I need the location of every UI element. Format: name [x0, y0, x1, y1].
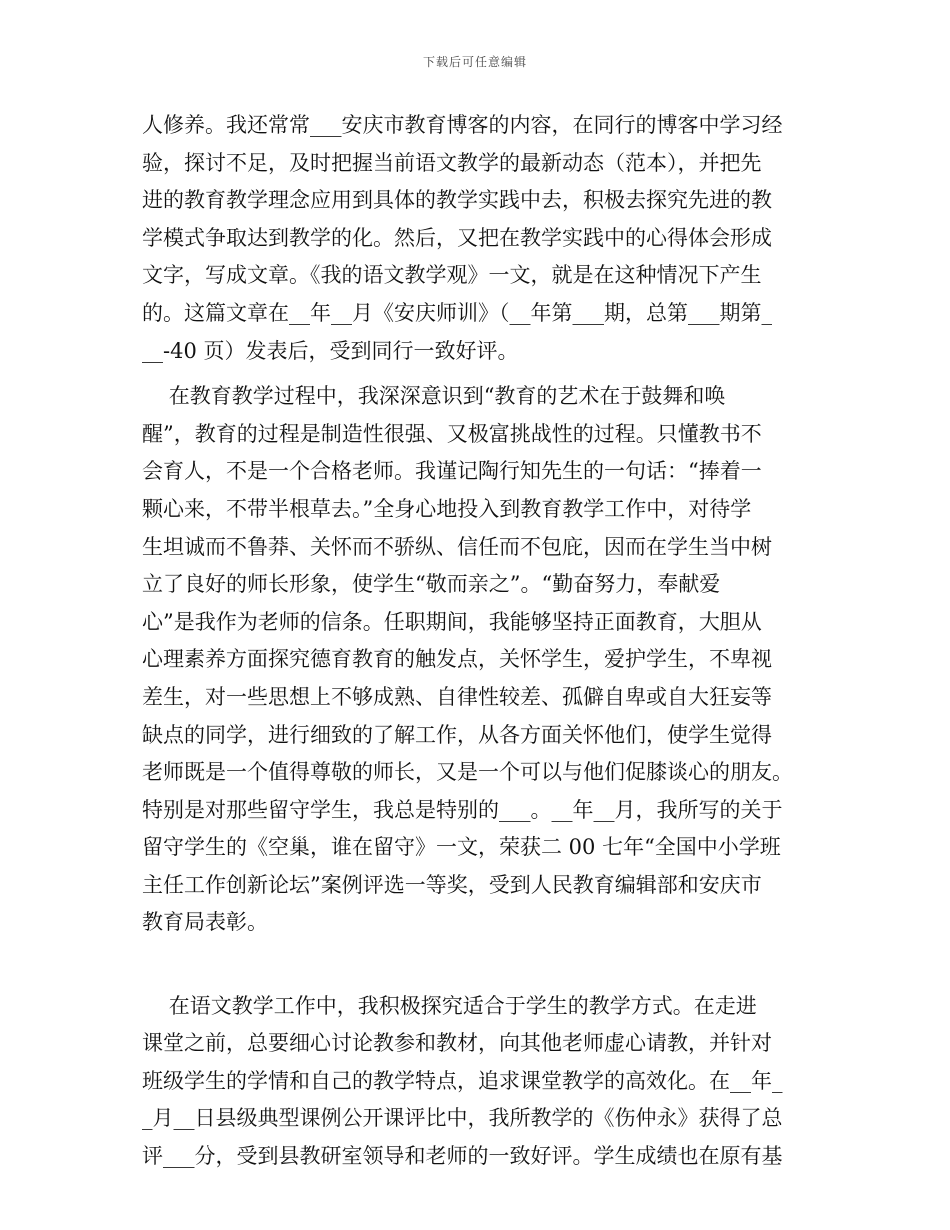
text-line: 会育人，不是一个合格老师。我谨记陶行知先生的一句话：“捧着一 [142, 459, 762, 484]
text-line: 学模式争取达到教学的化。然后，又把在教学实践中的心得体会形成 [142, 225, 772, 250]
text-line: __-40 页）发表后，受到同行一致好评。 [142, 338, 519, 363]
paragraph-1 [142, 107, 810, 370]
text-line: 颗心来，不带半根草去。”全身心地投入到教育教学工作中，对待学 [142, 496, 752, 521]
text-line: 评___分，受到县教研室领导和老师的一致好评。学生成绩也在原有基 [142, 1144, 783, 1169]
page-header: 下载后可任意编辑 [422, 55, 527, 69]
text-line: 醒”，教育的过程是制造性很强、又极富挑战性的过程。只懂教书不 [142, 421, 762, 446]
text-line: 文字，写成文章。《我的语文教学观》一文，就是在这种情况下产生 [142, 263, 762, 288]
text-line: 进的教育教学理念应用到具体的教学实践中去，积极去探究先进的教 [142, 188, 772, 213]
text-line: 特别是对那些留守学生，我总是特别的___。__年__月，我所写的关于 [142, 797, 783, 822]
document-body [142, 107, 810, 1176]
text-line [142, 942, 810, 980]
text-line: _月__日县级典型课例公开课评比中，我所教学的《伤仲永》获得了总 [142, 1106, 783, 1131]
text-line: 在教育教学过程中，我深深意识到“教育的艺术在于鼓舞和唤 [142, 384, 726, 409]
text-line: 立了良好的师长形象，使学生“敬而亲之”。“勤奋努力，奉献爱 [142, 572, 721, 597]
text-line: 验，探讨不足，及时把握当前语文教学的最新动态（范本），并把先 [142, 150, 762, 175]
text-line: 留守学生的《空巢，谁在留守》一文，荣获二 00 七年“全国中小学班 [142, 835, 781, 860]
paragraph-2 [142, 378, 810, 980]
text-line: 差生，对一些思想上不够成熟、自律性较差、孤僻自卑或自大狂妄等 [142, 684, 772, 709]
paragraph-3 [142, 988, 810, 1176]
text-line: 生坦诚而不鲁莽、关怀而不骄纵、信任而不包庇，因而在学生当中树 [142, 534, 772, 559]
text-line: 课堂之前，总要细心讨论教参和教材，向其他老师虚心请教，并针对 [142, 1031, 772, 1056]
text-line: 心理素养方面探究德育教育的触发点，关怀学生，爱护学生，不卑视 [142, 647, 772, 672]
text-line: 班级学生的学情和自己的教学特点，追求课堂教学的高效化。在__年_ [142, 1068, 783, 1093]
text-line: 缺点的同学，进行细致的了解工作，从各方面关怀他们，使学生觉得 [142, 722, 772, 747]
text-line: 主任工作创新论坛”案例评选一等奖，受到人民教育编辑部和安庆市 [142, 872, 762, 897]
text-line: 的。这篇文章在__年__月《安庆师训》（__年第___期，总第___期第_ [142, 300, 772, 325]
text-line: 心”是我作为老师的信条。任职期间，我能够坚持正面教育，大胆从 [142, 609, 762, 634]
text-line: 老师既是一个值得尊敬的师长，又是一个可以与他们促膝谈心的朋友。 [142, 760, 793, 785]
text-line: 在语文教学工作中，我积极探究适合于学生的教学方式。在走进 [142, 993, 757, 1018]
text-line: 教育局表彰。 [142, 910, 268, 935]
text-line: 人修养。我还常常___安庆市教育博客的内容，在同行的博客中学习经 [142, 113, 783, 137]
